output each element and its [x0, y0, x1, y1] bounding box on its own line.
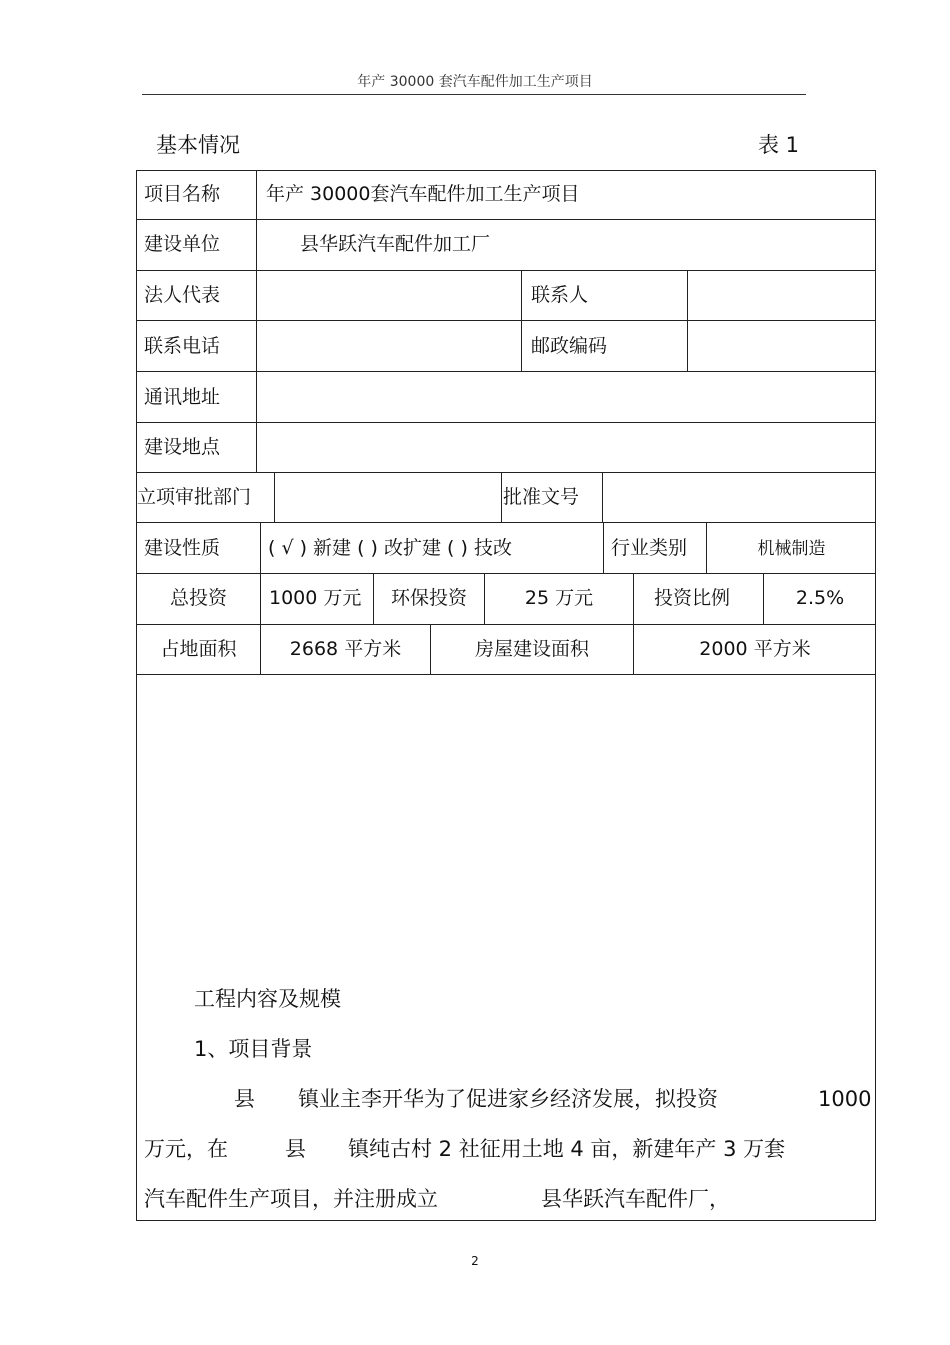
paragraph-text: 县 — [285, 1137, 306, 1161]
builder-label: 建设单位 — [144, 233, 221, 255]
industry-label: 行业类别 — [611, 537, 688, 559]
building-area-label: 房屋建设面积 — [474, 638, 589, 660]
content-subheading: 1、项目背景 — [194, 1037, 313, 1061]
legal-rep-label: 法人代表 — [144, 284, 221, 306]
table-number: 表 1 — [758, 133, 800, 157]
paragraph-text: 1000 — [818, 1087, 872, 1111]
paragraph-text: 万元，在 — [144, 1137, 228, 1161]
col-divider — [603, 522, 604, 573]
paragraph-text: 镇纯古村 2 社征用土地 4 亩，新建年产 3 万套 — [348, 1137, 786, 1161]
contact-label: 联系人 — [531, 284, 589, 306]
col-divider — [501, 472, 502, 523]
row-divider — [136, 573, 876, 574]
nature-value: ( √ ) 新建 ( ) 改扩建 ( ) 技改 — [268, 537, 512, 559]
col-divider — [274, 472, 275, 523]
row-divider — [136, 624, 876, 625]
basic-info-table — [136, 170, 876, 1221]
header-rule — [142, 94, 806, 95]
row-divider — [136, 472, 876, 473]
postcode-label: 邮政编码 — [531, 335, 608, 357]
row-divider — [136, 270, 876, 271]
row-divider — [136, 422, 876, 423]
building-area-value: 2000 平方米 — [699, 638, 811, 660]
running-header: 年产 30000 套汽车配件加工生产项目 — [357, 74, 593, 90]
row-divider — [136, 371, 876, 372]
row-divider — [136, 219, 876, 220]
ratio-value: 2.5% — [795, 587, 845, 609]
col-divider — [687, 270, 688, 372]
row-divider — [136, 522, 876, 523]
total-invest-value: 1000 万元 — [269, 587, 362, 609]
site-label: 建设地点 — [144, 436, 221, 458]
land-area-value: 2668 平方米 — [289, 638, 402, 660]
section-title: 基本情况 — [156, 133, 240, 157]
land-area-label: 占地面积 — [160, 638, 237, 660]
project-name-label: 项目名称 — [144, 183, 221, 205]
col-divider — [256, 170, 257, 472]
address-label: 通讯地址 — [144, 386, 221, 408]
col-divider — [602, 472, 603, 523]
row-divider — [136, 674, 876, 675]
approval-dept-label: 立项审批部门 — [137, 486, 252, 508]
industry-value: 机械制造 — [757, 539, 826, 559]
nature-label: 建设性质 — [144, 537, 221, 559]
total-invest-label: 总投资 — [169, 587, 227, 609]
page-number: 2 — [471, 1254, 479, 1268]
paragraph-text: 县华跃汽车配件厂， — [541, 1187, 730, 1211]
paragraph-text: 镇业主李开华为了促进家乡经济发展，拟投资 — [298, 1087, 718, 1111]
row-divider — [136, 320, 876, 321]
builder-value: 县华跃汽车配件加工厂 — [300, 233, 491, 255]
ratio-label: 投资比例 — [654, 587, 731, 609]
approval-no-label: 批准文号 — [503, 486, 580, 508]
env-invest-value: 25 万元 — [524, 587, 594, 609]
phone-label: 联系电话 — [144, 335, 221, 357]
project-name-value: 年产 30000套汽车配件加工生产项目 — [266, 183, 580, 205]
env-invest-label: 环保投资 — [391, 587, 468, 609]
paragraph-text: 汽车配件生产项目，并注册成立 — [144, 1187, 438, 1211]
paragraph-text: 县 — [234, 1087, 255, 1111]
content-heading: 工程内容及规模 — [194, 987, 341, 1011]
col-divider — [521, 270, 522, 372]
col-divider — [373, 573, 374, 624]
